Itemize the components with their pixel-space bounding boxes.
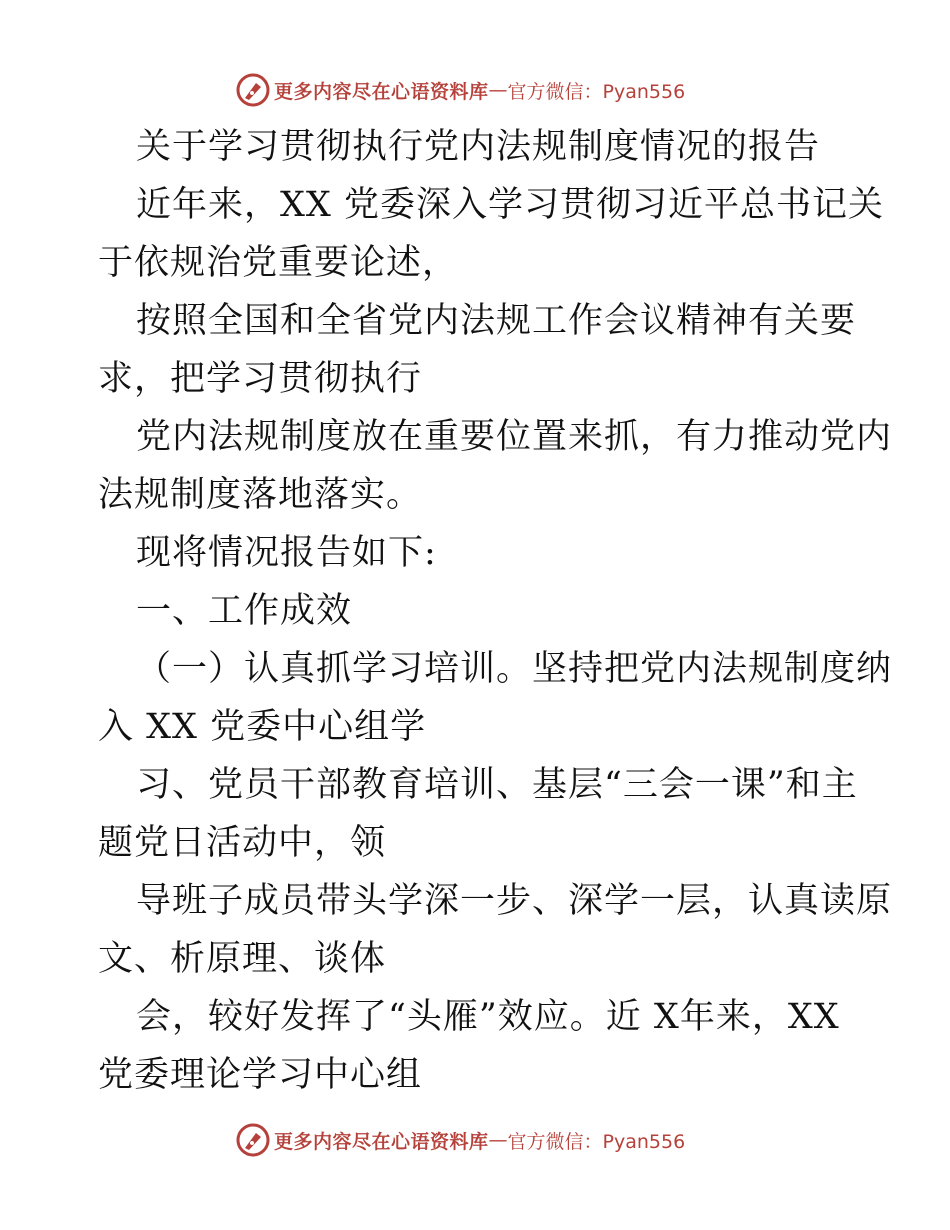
paragraph-line: 于依规治党重要论述， xyxy=(98,243,459,283)
paragraph-line: 求，把学习贯彻执行 xyxy=(98,359,423,399)
paragraph-line: 党委理论学习中心组 xyxy=(98,1055,423,1095)
watermark-contact: 官方微信：Pyan556 xyxy=(507,80,686,103)
pen-nib-logo-icon xyxy=(236,73,270,107)
header-watermark xyxy=(236,72,685,108)
paragraph-line: 文、析原理、谈体 xyxy=(98,939,387,979)
paragraph-line: 现将情况报告如下: xyxy=(136,533,437,573)
subsection-line: （一）认真抓学习培训。坚持把党内法规制度纳 xyxy=(136,649,893,689)
watermark-separator: — xyxy=(488,1129,508,1151)
paragraph-line: 法规制度落地落实。 xyxy=(98,475,423,515)
paragraph-line: 题党日活动中，领 xyxy=(98,823,387,863)
footer-watermark xyxy=(236,1122,685,1158)
document-body xyxy=(98,118,893,1104)
paragraph-line: 会，较好发挥了“头雁”效应。近 X年来，XX xyxy=(136,997,840,1037)
paragraph-line: 按照全国和全省党内法规工作会议精神有关要 xyxy=(136,301,857,341)
document-title: 关于学习贯彻执行党内法规制度情况的报告 xyxy=(136,127,821,167)
watermark-text: 更多内容尽在心语资料库 xyxy=(274,80,489,103)
section-heading: 一、工作成效 xyxy=(136,591,353,631)
pen-nib-logo-icon xyxy=(236,1123,270,1157)
paragraph-line: 导班子成员带头学深一步、深学一层，认真读原 xyxy=(136,881,893,921)
watermark-contact: 官方微信：Pyan556 xyxy=(507,1130,686,1153)
watermark-separator: — xyxy=(488,79,508,101)
paragraph-line: 近年来，XX 党委深入学习贯彻习近平总书记关 xyxy=(136,185,884,225)
watermark-text: 更多内容尽在心语资料库 xyxy=(274,1130,489,1153)
paragraph-line: 入 XX 党委中心组学 xyxy=(98,707,427,747)
paragraph-line: 习、党员干部教育培训、基层“三会一课”和主 xyxy=(136,765,858,805)
paragraph-line: 党内法规制度放在重要位置来抓，有力推动党内 xyxy=(136,417,893,457)
